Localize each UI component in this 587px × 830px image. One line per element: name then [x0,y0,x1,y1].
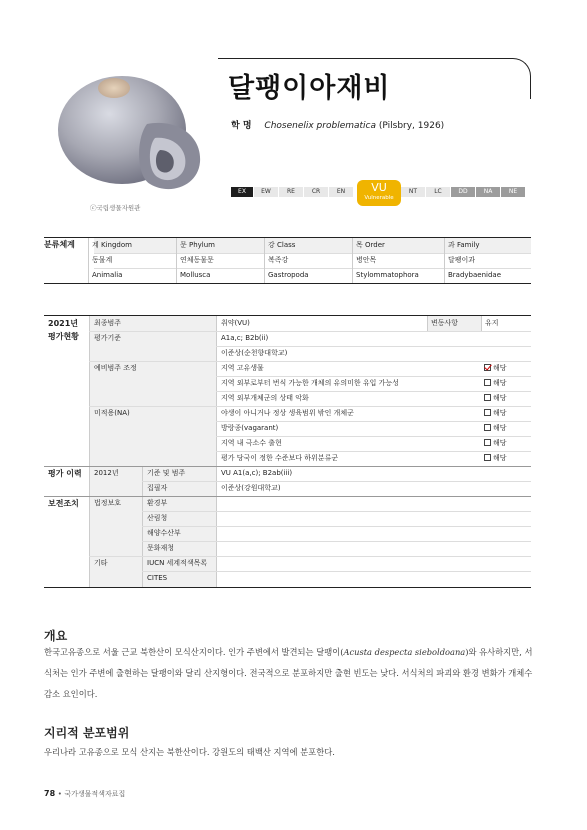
final-category-label: 최종범주 [94,319,122,327]
na-item: 야생이 아니거나 정상 생육범위 밖인 개체군 [221,409,354,417]
check-label: 해당 [493,424,507,432]
check-label: 해당 [493,409,507,417]
row-divider [142,526,531,527]
iucn-ne: NE [501,187,526,197]
iucn-current-label: Vulnerable [364,195,394,201]
page-number: 78 [44,789,56,798]
photo-credit: ⓒ국립생물자원관 [90,204,141,212]
page-footer [44,789,125,799]
na-item: 평가 당국이 정한 수준보다 하위분류군 [221,454,339,462]
na-check [484,421,507,436]
scientific-name-value: Chosenelix problematica [264,121,377,131]
col-divider [481,316,482,331]
col-divider [427,316,428,331]
scientific-name [231,118,444,131]
tax-korean: 연체동물문 [176,253,264,268]
overview-text-part: 한국고유종으로 서울 근교 북한산이 모식산지이다. 인가 주변에서 발견되는 달팽이( [44,647,344,657]
tax-latin: Bradybaenidae [444,268,531,283]
check-label: 해당 [493,454,507,462]
legal-item: 산림청 [147,514,168,522]
preliminary-check [484,376,507,391]
history-criteria-value: VU A1(a,c); B2ab(iii) [221,469,293,477]
criteria-label: 평가기준 [94,334,122,342]
preliminary-check [484,361,507,376]
checkbox-icon [484,409,491,416]
checkbox-icon [484,394,491,401]
preliminary-item: 지역 고유생물 [221,364,264,372]
iucn-nt: NT [401,187,426,197]
checkbox-icon [484,379,491,386]
tax-korean: 동물계 [88,253,176,268]
row-divider [142,511,531,512]
overview-text [44,642,536,705]
overview-heading: 개요 [44,629,68,643]
checkbox-icon [484,424,491,431]
history-year: 2012년 [94,469,119,477]
iucn-current-badge [357,180,401,206]
change-label: 변동사항 [431,319,459,327]
iucn-re: RE [279,187,304,197]
iucn-na: NA [476,187,501,197]
checkbox-icon [484,439,491,446]
status-2021-label [48,317,79,343]
history-author-label: 집필자 [147,484,168,492]
check-label: 해당 [493,439,507,447]
distribution-heading: 지리적 분포범위 [44,726,130,740]
assessor-value: 이준상(순천향대학교) [221,349,288,357]
iucn-current-code: VU [371,181,387,194]
iucn-ew: EW [254,187,279,197]
status-bottom-rule [44,587,531,588]
preliminary-check [484,391,507,406]
tax-korean: 병안목 [352,253,444,268]
na-item: 방랑종(vagarant) [221,424,279,432]
legal-item: 문화재청 [147,544,175,552]
scientific-name-author: (Pilsbry, 1926) [378,121,445,131]
row-divider [142,541,531,542]
history-criteria-label: 기준 및 범주 [147,469,186,477]
criteria-value: A1a,c; B2b(ii) [221,334,269,342]
preliminary-label: 예비범주 조정 [94,364,137,372]
history-author-value: 이준상(강원대학교) [221,484,281,492]
status-2021-year: 2021년 [48,319,78,328]
history-label: 평가 이력 [48,469,82,478]
tax-latin: Gastropoda [264,268,352,283]
tax-header: 과 Family [444,238,531,253]
book-title: 국가생물적색자료집 [64,790,126,798]
distribution-text: 우리나라 고유종으로 모식 산지는 북한산이다. 강원도의 태백산 지역에 분포한다. [44,747,335,757]
col-divider [142,511,143,587]
col-divider [142,466,143,511]
other-item: CITES [147,574,168,582]
na-label: 미적용(NA) [94,409,130,417]
na-check [484,436,507,451]
overview-text-part: )와 유사하지만, 서식처는 인가 주변에 출현하는 달팽이와 달리 산지형이다. 전국적으로 분포하지만 출현 빈도는 낮다. 서식처의 파괴와 환경 변화가 개체수 감소 요인이다. [44,647,533,699]
na-check [484,406,507,421]
checkbox-icon [484,454,491,461]
tax-latin: Animalia [88,268,176,283]
check-label: 해당 [493,379,507,387]
tax-latin: Stylommatophora [352,268,444,283]
row-divider [142,481,531,482]
conservation-label: 보전조치 [48,499,79,508]
final-category-value: 취약(VU) [221,319,250,327]
tax-header: 계 Kingdom [88,238,176,253]
tax-korean: 복족강 [264,253,352,268]
iucn-en: EN [329,187,354,197]
row-divider [142,571,531,572]
na-item: 지역 내 극소수 출현 [221,439,282,447]
tax-header: 문 Phylum [176,238,264,253]
iucn-dd: DD [451,187,476,197]
legal-item: 환경부 [147,499,168,507]
preliminary-item: 지역 외부로부터 번식 가능한 개체의 유의미한 유입 가능성 [221,379,399,387]
tax-header: 강 Class [264,238,352,253]
other-item: IUCN 세계적색목록 [147,559,208,567]
change-value: 유지 [485,319,499,327]
tax-korean: 달팽이과 [444,253,531,268]
tax-latin: Mollusca [176,268,264,283]
iucn-cr: CR [304,187,329,197]
row-divider [89,361,531,362]
tax-header: 목 Order [352,238,444,253]
checkbox-checked-icon [484,364,491,371]
taxonomy-section-label: 분류체계 [44,240,75,249]
check-label: 해당 [493,394,507,402]
legal-item: 해양수산부 [147,529,181,537]
status-2021-title: 평가현황 [48,332,79,341]
iucn-ex: EX [231,187,254,197]
preliminary-item: 지역 외부개체군의 상태 악화 [221,394,309,402]
footer-separator: • [57,790,62,798]
species-title: 달팽이아재비 [228,73,391,104]
iucn-lc: LC [426,187,451,197]
scientific-name-label: 학 명 [231,121,252,131]
col-divider [89,316,90,587]
taxonomy-bottom-rule [44,283,531,284]
overview-text-italic: Acusta despecta sieboldoana [343,647,466,657]
snail-photo [52,66,210,198]
row-divider [89,331,531,332]
na-check [484,451,507,466]
check-label: 해당 [493,364,507,372]
legal-label: 법정보호 [94,499,122,507]
other-label: 기타 [94,559,108,567]
